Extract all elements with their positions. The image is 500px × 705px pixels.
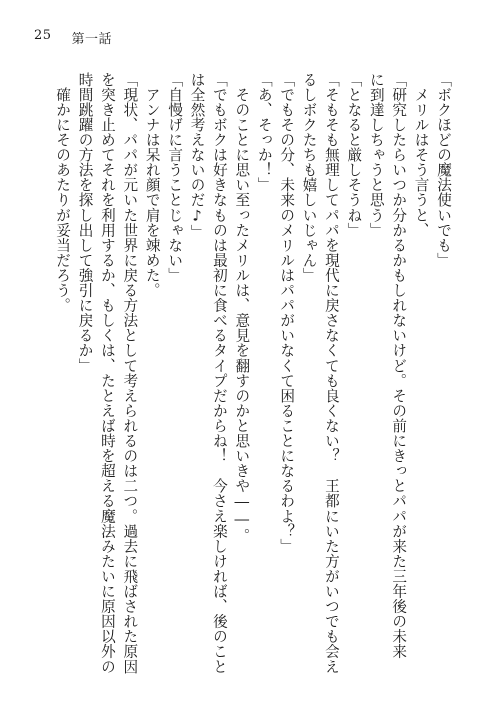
text-line: は全然考えないのだ♪」	[188, 72, 206, 240]
text-line: 「あ、そっか！」	[255, 72, 273, 193]
text-line: に到達しちゃうと思う」	[367, 72, 385, 238]
chapter-title: 第一話	[71, 32, 113, 47]
body-text	[54, 72, 454, 674]
text-line: アンナは呆れ顔で肩を竦めた。	[143, 72, 161, 298]
text-line: 「でもボクは好きなものは最初に食べるタイプだからね！ 今さえ楽しければ、後のこと	[210, 72, 228, 674]
text-line: メリルはそう言うと、	[412, 72, 430, 238]
text-line: 「でもその分、未来のメリルはパパがいなくて困ることになるわよ？」	[278, 72, 296, 554]
text-line: 「ボクほどの魔法使いでも」	[435, 72, 452, 268]
text-line: 「現状、パパが元いた世界に戻る方法として考えられるのは二つ。過去に飛ばされた原因	[121, 72, 139, 674]
text-line: 時間跳躍の方法を探し出して強引に戻るか」	[76, 72, 94, 373]
text-line: 確かにそのあたりが妥当だろう。	[54, 72, 72, 313]
text-line: 「となると厳しそうね」	[345, 72, 363, 238]
page-header	[34, 28, 112, 47]
text-line: 「自慢げに言うことじゃない」	[166, 72, 184, 283]
text-line: を突き止めてそれを利用するか、もしくは、たとえば時を超える魔法みたいに原因以外の	[98, 72, 116, 674]
text-line: るしボクたちも嬉しいじゃん」	[300, 72, 318, 283]
text-line: そのことに思い至ったメリルは、意見を翻すのかと思いきや――。	[233, 72, 251, 544]
page-number: 25	[34, 28, 52, 43]
text-line: 「そもそも無理してパパを現代に戻さなくても良くない？ 王都にいた方がいつでも会え	[322, 72, 340, 674]
text-line: 「研究したらいつか分かるかもしれないけど。その前にきっとパパが来た三年後の未来	[390, 72, 408, 659]
